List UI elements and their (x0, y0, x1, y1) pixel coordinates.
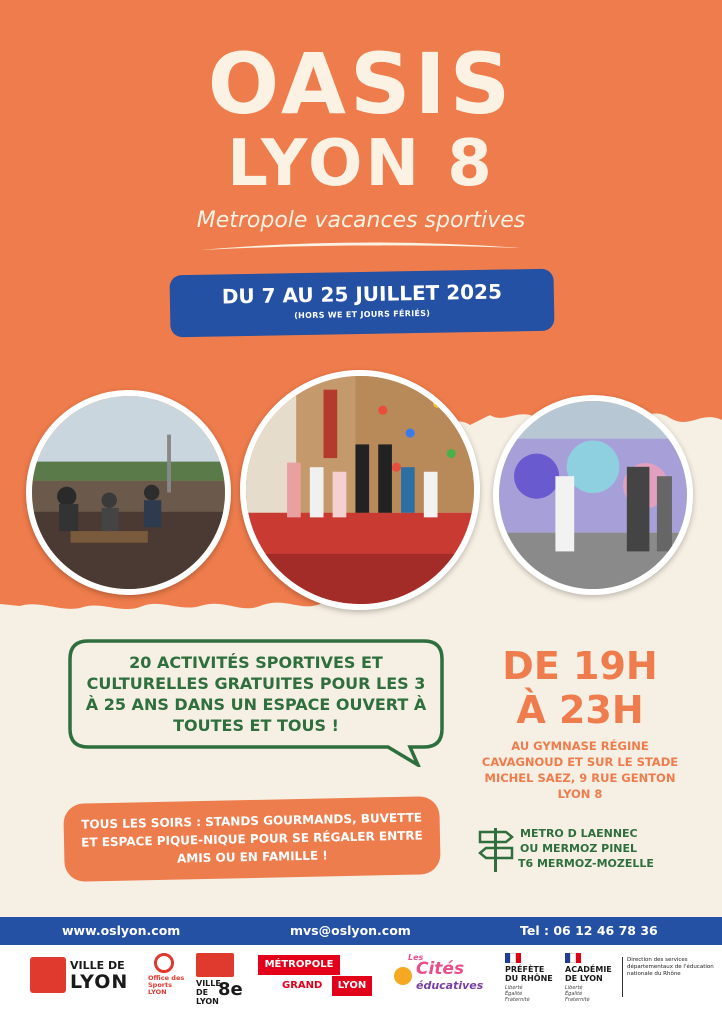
venue-address: AU GYMNASE RÉGINE CAVAGNOUD ET SUR LE STADE MICHEL SAEZ, 9 RUE GENTON LYON 8 (481, 739, 679, 801)
ring-icon (154, 953, 174, 973)
logo-metropole-lyon: LYON (332, 976, 372, 996)
photo-climbing-gym (240, 370, 480, 610)
photo-mural-painting (493, 395, 693, 595)
logo-lyon-8e-big: 8e (218, 979, 243, 1000)
date-banner (169, 269, 554, 338)
transport-line3: T6 MERMOZ-MOZELLE (518, 857, 654, 870)
logo-academie-text (565, 965, 612, 983)
logo-metropole-grand: GRAND (282, 980, 323, 991)
time-end: À 23H (516, 688, 644, 732)
date-note: (HORS WE ET JOURS FÉRIÉS) (294, 308, 431, 321)
evenings-banner (63, 796, 441, 882)
logo-prefete-line2: DU RHÔNE (505, 974, 553, 983)
phone-number[interactable]: Tel : 06 12 46 78 36 (520, 923, 658, 938)
logo-cites-sub: éducatives (416, 979, 484, 992)
title-oasis: OASIS (207, 35, 515, 133)
transport-line1: METRO D LAENNEC (520, 827, 638, 840)
logo-cites-small: Les (408, 953, 424, 962)
website-link[interactable]: www.oslyon.com (62, 923, 181, 938)
lion-icon (196, 953, 234, 977)
french-flag-icon (505, 953, 521, 963)
lion-icon (30, 957, 66, 993)
time-start: DE 19H (502, 644, 658, 688)
photo-stadium (26, 390, 231, 595)
logo-metropole-grand-lyon (258, 955, 376, 997)
evenings-text: TOUS LES SOIRS : STANDS GOURMANDS, BUVETTE ET ESPACE PIQUE-NIQUE POUR SE RÉGALER ENTRE AMIS OU EN FAMILLE ! (81, 810, 423, 866)
french-flag-icon (565, 953, 581, 963)
logo-cites-big: Cités (416, 959, 465, 979)
transport-line2: OU MERMOZ PINEL (520, 842, 638, 855)
logo-dsden-rhone (622, 957, 718, 997)
partner-logos (0, 945, 722, 1024)
swoosh-underline (195, 238, 525, 254)
title-lyon-8: LYON 8 (227, 127, 495, 201)
logo-ville-de-lyon (30, 957, 135, 997)
logo-ville-de-lyon-line1: VILLE DE (70, 959, 125, 972)
email-link[interactable]: mvs@oslyon.com (290, 923, 411, 938)
logo-cites-educatives (394, 953, 484, 1003)
logo-prefete-line1: PRÉFÈTE (505, 965, 545, 974)
logo-academie-line2: DE LYON (565, 974, 603, 983)
activities-text: 20 ACTIVITÉS SPORTIVES ET CULTURELLES GRATUITES POUR LES 3 À 25 ANS DANS UN ESPACE OUVERT À TOUTES ET TOUS ! (85, 653, 427, 735)
smiley-icon (394, 967, 412, 985)
transport-info (520, 826, 660, 871)
logo-academie-de-lyon (565, 953, 621, 1005)
logo-prefete-du-rhone (505, 953, 561, 1005)
logo-ville-de-lyon-line2: LYON (70, 971, 129, 993)
signpost-icon (476, 826, 516, 872)
logo-academie-motto: Liberté Égalité Fraternité (565, 985, 590, 1003)
logo-academie-line1: ACADÉMIE (565, 965, 612, 974)
date-range: DU 7 AU 25 JUILLET 2025 (221, 279, 503, 309)
logo-prefete-motto: Liberté Égalité Fraternité (505, 985, 530, 1003)
logo-office-des-sports (148, 953, 190, 1003)
logo-office-des-sports-text: Office des Sports LYON (148, 974, 185, 996)
subtitle: Metropole vacances sportives (196, 208, 526, 233)
logo-prefete-text (505, 965, 553, 983)
time-range (470, 644, 690, 732)
logo-metropole-top: MÉTROPOLE (258, 955, 340, 975)
logo-dsden-text: Direction des services départementaux de l'éducation nationale du Rhône (627, 957, 714, 977)
logo-lyon-8e (196, 953, 243, 1006)
logo-lyon-8e-small: VILLE DE LYON (196, 979, 221, 1006)
contact-bar (0, 917, 722, 945)
